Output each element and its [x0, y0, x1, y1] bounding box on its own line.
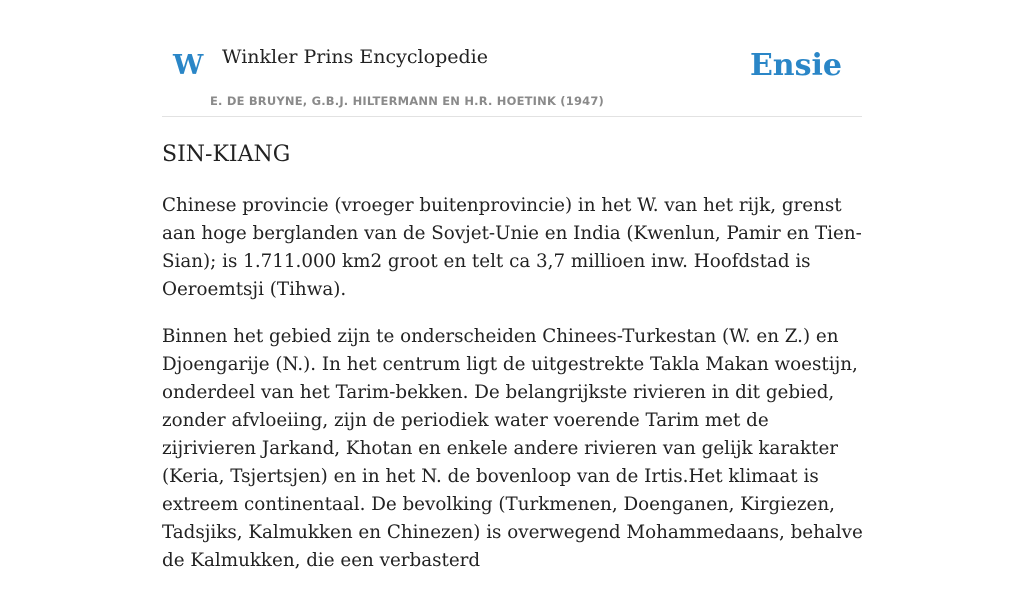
- article-paragraph: Binnen het gebied zijn te onderscheiden Chinees-Turkestan (W. en Z.) en Djoengarije (N.). In het centrum ligt de uitgestrekte Takla Makan woestijn, onderdeel van het Tarim-bekken. De belangrijkste rivieren in dit gebied, zonder afvloeiing, zijn de periodiek water voerende Tarim met de zijrivieren Jarkand, Khotan en enkele andere rivieren van gelijk karakter (Keria, Tsjertsjen) en in het N. de bovenloop van de Irtis.Het klimaat is extreem continentaal. De bevolking (Turkmenen, Doenganen, Kirgiezen, Tadsjiks, Kalmukken en Chinezen) is overwegend Mohammedaans, behalve de Kalmukken, die een verbasterd: [162, 326, 863, 571]
- publication-header: [162, 0, 862, 117]
- article-title: SIN-KIANG: [162, 142, 291, 167]
- publication-logo[interactable]: W: [173, 50, 204, 81]
- article-paragraph: Chinese provincie (vroeger buitenprovincie) in het W. van het rijk, grenst aan hoge berglanden van de Sovjet-Unie en India (Kwenlun, Pamir en Tien-Sian); is 1.711.000 km2 groot en telt ca 3,7 millioen inw. Hoofdstad is Oeroemtsji (Tihwa).: [162, 195, 862, 300]
- publication-authors: E. DE BRUYNE, G.B.J. HILTERMANN EN H.R. HOETINK (1947): [210, 94, 605, 108]
- article: [162, 140, 864, 594]
- publication-title[interactable]: Winkler Prins Encyclopedie: [222, 46, 488, 68]
- ensie-logo-link[interactable]: Ensie: [749, 48, 842, 83]
